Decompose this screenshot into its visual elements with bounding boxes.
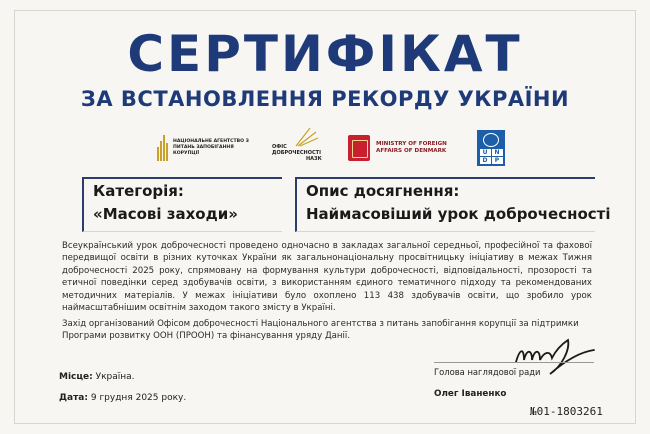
undp-letter: D	[480, 157, 491, 164]
office-line2: ДОБРОЧЕСНОСТІ	[272, 150, 321, 156]
nazk-logo	[157, 132, 251, 164]
undp-letter: N	[492, 149, 503, 156]
signer-name: Олег Іваненко	[434, 389, 507, 399]
achievement-label: Опис досягнення:	[306, 182, 460, 200]
achievement-value: Наймасовіший урок доброчесності	[306, 205, 611, 223]
mfa-logo-text: MINISTRY OF FOREIGN AFFAIRS OF DENMARK	[376, 141, 447, 154]
nazk-logo-text: НАЦІОНАЛЬНЕ АГЕНТСТВО З ПИТАНЬ ЗАПОБІГАННЯ КОРУПЦІЇ	[173, 139, 249, 156]
certificate-title: СЕРТИФІКАТ	[127, 25, 523, 83]
description-paragraph: Всеукраїнський урок доброчесності проведено одночасно в закладах загальної середньої, професійної та фахової передвищої освіти в різних куточках України як загальнонаціональну просвітницьку ініціативу в межах Тижня доброчесності 2025 року, спрямовану на формування культури доброчесності, відповідальності, прозорості та етичної поведінки серед здобувачів освіти, з використанням єдиного тематичного підходу та рекомендованих методичних матеріалів. У межах ініціативи було охоплено 113 438 здобувачів освіти, що зробило урок наймасштабнішим освітнім заходом такого змісту в Україні.	[62, 241, 592, 314]
category-box	[82, 177, 282, 232]
office-logo	[270, 132, 340, 164]
undp-letter: U	[480, 149, 491, 156]
denmark-crest-icon	[348, 135, 370, 161]
certificate-subtitle: ЗА ВСТАНОВЛЕННЯ РЕКОРДУ УКРАЇНИ	[80, 87, 570, 111]
organizer-paragraph: Захід організований Офісом доброчесності Національного агентства з питань запобігання корупції за підтримки Програми розвитку ООН (ПРООН) та фінансування уряду Данії.	[62, 319, 579, 342]
nazk-bars-icon	[157, 135, 169, 161]
date-label: Дата:	[59, 393, 88, 403]
office-line1: ОФІС	[272, 144, 287, 150]
undp-globe-icon	[483, 133, 499, 147]
undp-logo	[477, 130, 505, 166]
undp-letter: P	[492, 157, 503, 164]
undp-letters	[480, 149, 503, 164]
place-line	[59, 372, 135, 382]
certificate-number: №01-1803261	[530, 405, 603, 418]
office-line3: НАЗК	[306, 156, 322, 162]
category-label: Категорія:	[93, 182, 184, 200]
office-logo-text	[272, 144, 342, 162]
category-value: «Масові заходи»	[93, 205, 238, 223]
place-value: Україна.	[95, 372, 135, 382]
date-value: 9 грудня 2025 року.	[90, 393, 187, 403]
achievement-box	[295, 177, 611, 232]
mfa-denmark-logo	[348, 132, 456, 164]
place-label: Місце:	[59, 372, 93, 382]
date-line	[59, 393, 186, 403]
signer-role: Голова наглядової ради	[434, 367, 541, 377]
signature-line	[434, 362, 594, 363]
